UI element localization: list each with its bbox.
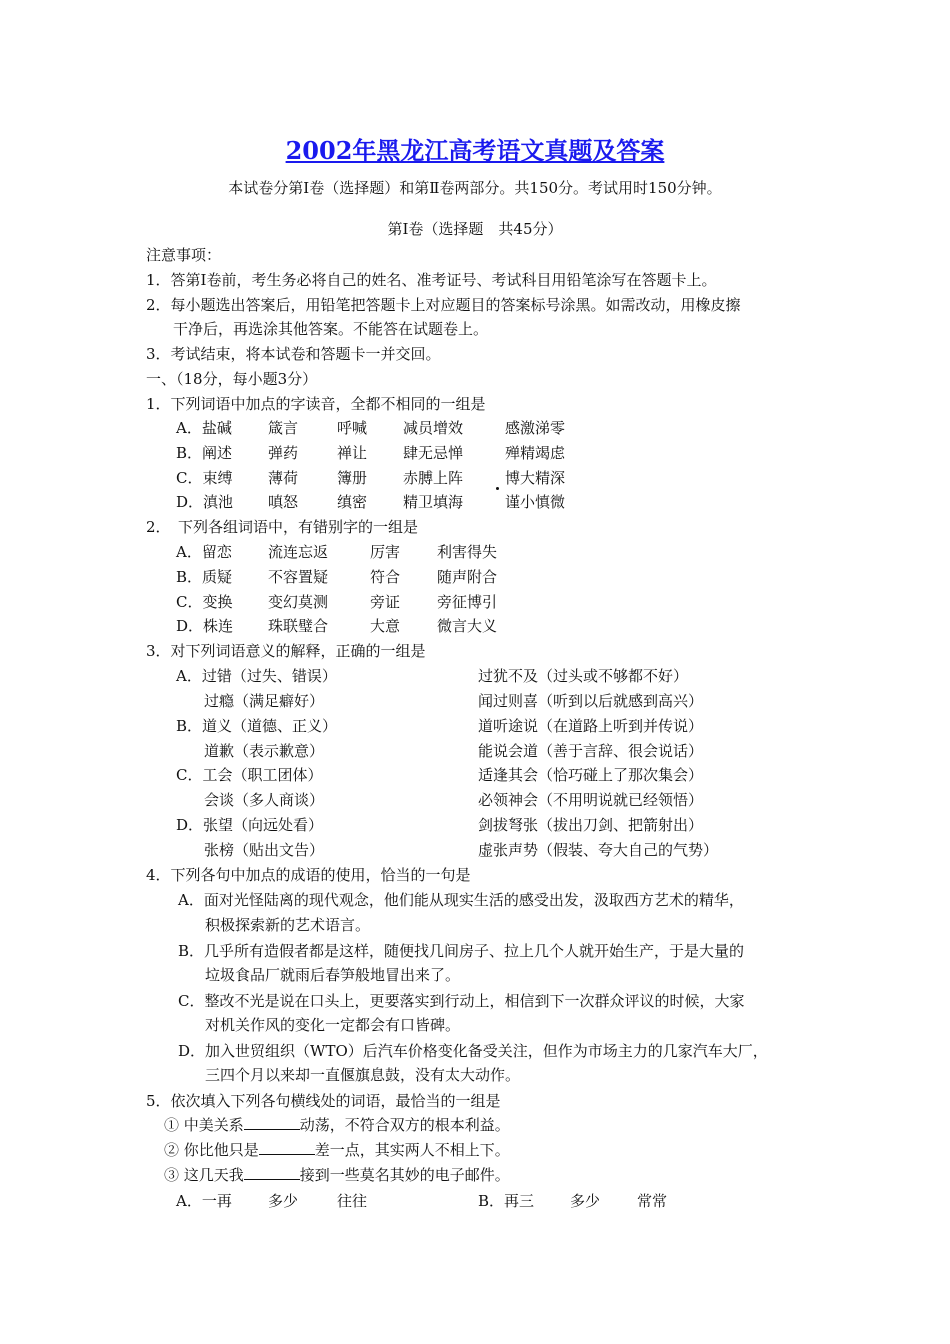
- q5-opt-b-c3: 常常: [637, 1192, 668, 1210]
- q5-stem: 5．依次填入下列各句横线处的词语，最恰当的一组是: [146, 1092, 501, 1110]
- q5-s2-pre: ② 你比他只是: [164, 1141, 259, 1159]
- q2-opt-a-c3: 厉害: [370, 543, 401, 561]
- q4-opt-b-cont: 垃圾食品厂就雨后春笋般地冒出来了。: [205, 966, 461, 984]
- q2-opt-a-c4: 利害得失: [437, 543, 498, 561]
- note-3: 3．考试结束，将本试卷和答题卡一并交回。: [146, 345, 441, 363]
- q1-opt-b-c2: 弹药: [268, 444, 299, 462]
- q4-opt-c-cont: 对机关作风的变化一定都会有口皆碑。: [205, 1016, 461, 1034]
- q3-row-7-left: D．张望（向远处看）: [176, 816, 324, 834]
- q5-s1-blank: [244, 1115, 300, 1130]
- q2-opt-c-c1: C．变换: [176, 593, 233, 611]
- document-title-link[interactable]: 2002年黑龙江高考语文真题及答案: [285, 136, 665, 165]
- q1-opt-a-c4: 减员增效: [403, 419, 464, 437]
- q3-row-8-right: 虚张声势（假装、夸大自己的气势）: [478, 841, 719, 859]
- q3-row-3-left: B．道义（道德、正义）: [176, 717, 338, 735]
- note-2: 2．每小题选出答案后，用铅笔把答题卡上对应题目的答案标号涂黑。如需改动，用橡皮擦: [146, 296, 741, 314]
- part-one-heading: 一、（18分，每小题3分）: [146, 370, 318, 388]
- q2-stem: 2． 下列各组词语中，有错别字的一组是: [146, 518, 419, 536]
- q1-opt-c-c4: 赤膊上阵: [403, 469, 464, 487]
- note-1: 1．答第Ⅰ卷前，考生务必将自己的姓名、准考证号、考试科目用铅笔涂写在答题卡上。: [146, 271, 717, 289]
- q2-opt-b-c1: B．质疑: [176, 568, 233, 586]
- q1-opt-c-c1: C．束缚: [176, 469, 233, 487]
- q1-opt-d-c2: 嗔怒: [268, 493, 299, 511]
- q2-opt-c-c3: 旁证: [370, 593, 401, 611]
- q3-row-1-left: A．过错（过失、错误）: [176, 667, 337, 685]
- q3-row-5-right: 适逢其会（恰巧碰上了那次集会）: [478, 766, 704, 784]
- q1-opt-d-c1: D．滇池: [176, 493, 234, 511]
- q1-opt-c-c2: 薄荷: [268, 469, 299, 487]
- q5-s1-pre: ① 中美关系: [164, 1116, 244, 1134]
- q1-opt-b-c4: 肆无忌惮: [403, 444, 464, 462]
- q1-opt-a-c5: 感激涕零: [505, 419, 566, 437]
- q5-opt-b-c2: 多少: [570, 1192, 601, 1210]
- q3-row-3-right: 道听途说（在道路上听到并传说）: [478, 717, 704, 735]
- q5-s2-blank: [259, 1140, 315, 1155]
- q5-s3-blank: [244, 1165, 300, 1180]
- q2-opt-b-c3: 符合: [370, 568, 401, 586]
- q1-opt-c-c3: 簿册: [337, 469, 368, 487]
- q1-opt-a-c2: 箴言: [268, 419, 299, 437]
- q4-stem: 4．下列各句中加点的成语的使用，恰当的一句是: [146, 866, 471, 884]
- q2-opt-a-c1: A．留恋: [176, 543, 232, 561]
- q2-opt-c-c2: 变幻莫测: [268, 593, 329, 611]
- q1-opt-b-c1: B．阐述: [176, 444, 233, 462]
- q3-stem: 3．对下列词语意义的解释，正确的一组是: [146, 642, 426, 660]
- q1-opt-a-c1: A．盐碱: [176, 419, 232, 437]
- q1-opt-a-c3: 呼喊: [337, 419, 368, 437]
- q2-opt-b-c4: 随声附合: [437, 568, 498, 586]
- q2-opt-c-c4: 旁征博引: [437, 593, 498, 611]
- section-title: 第Ⅰ卷（选择题 共45分）: [387, 220, 563, 238]
- q2-opt-d-c3: 大意: [370, 617, 401, 635]
- q2-opt-d-c1: D．株连: [176, 617, 234, 635]
- q1-opt-c-c5: 博大精深: [505, 469, 566, 487]
- q1-opt-b-c3: 禅让: [337, 444, 368, 462]
- q5-s3-post: 接到一些莫名其妙的电子邮件。: [299, 1166, 510, 1184]
- q2-opt-d-c2: 珠联璧合: [268, 617, 329, 635]
- q2-opt-a-c2: 流连忘返: [268, 543, 329, 561]
- q5-s3-pre: ③ 这几天我: [164, 1166, 244, 1184]
- q5-s1-post: 动荡，不符合双方的根本利益。: [299, 1116, 510, 1134]
- q1-opt-d-c3: 缜密: [337, 493, 368, 511]
- q3-row-4-right: 能说会道（善于言辞、很会说话）: [478, 742, 704, 760]
- q3-row-6-left: 会谈（多人商谈）: [204, 791, 325, 809]
- notes-heading: 注意事项：: [146, 246, 222, 264]
- q3-row-5-left: C．工会（职工团体）: [176, 766, 323, 784]
- q3-row-2-left: 过瘾（满足癖好）: [204, 692, 325, 710]
- q1-opt-d-c5: 谨小慎微: [505, 493, 566, 511]
- q5-opt-a-c1: A．一再: [176, 1192, 232, 1210]
- q1-opt-d-c4: 精卫填海: [403, 493, 464, 511]
- q2-opt-b-c2: 不容置疑: [268, 568, 329, 586]
- q5-opt-a-c2: 多少: [268, 1192, 299, 1210]
- q4-opt-d-cont: 三四个月以来却一直偃旗息鼓，没有太大动作。: [205, 1066, 521, 1084]
- q4-opt-b: B．几乎所有造假者都是这样，随便找几间房子、拉上几个人就开始生产，于是大量的: [178, 942, 745, 960]
- q5-sentence-3: [164, 1164, 510, 1185]
- q4-opt-a: A．面对光怪陆离的现代观念，他们能从现实生活的感受出发，汲取西方艺术的精华，: [178, 891, 744, 909]
- note-2-cont: 干净后，再选涂其他答案。不能答在试题卷上。: [173, 320, 489, 338]
- q4-opt-a-cont: 积极探索新的艺术语言。: [205, 916, 371, 934]
- q5-s2-post: 差一点，其实两人不相上下。: [314, 1141, 510, 1159]
- q3-row-8-left: 张榜（贴出文告）: [204, 841, 325, 859]
- q5-sentence-1: [164, 1114, 510, 1135]
- q4-opt-c: C．整改不光是说在口头上，更要落实到行动上，相信到下一次群众评议的时候，大家: [178, 992, 745, 1010]
- exam-intro: 本试卷分第Ⅰ卷（选择题）和第Ⅱ卷两部分。共150分。考试用时150分钟。: [228, 179, 722, 197]
- q3-row-6-right: 必领神会（不用明说就已经领悟）: [478, 791, 704, 809]
- q3-row-2-right: 闻过则喜（听到以后就感到高兴）: [478, 692, 704, 710]
- q2-opt-d-c4: 微言大义: [437, 617, 498, 635]
- q5-opt-a-c3: 往往: [337, 1192, 368, 1210]
- q5-sentence-2: [164, 1139, 510, 1160]
- q3-row-4-left: 道歉（表示歉意）: [204, 742, 325, 760]
- q4-opt-d: D．加入世贸组织（WTO）后汽车价格变化备受关注，但作为市场主力的几家汽车大厂，: [178, 1042, 768, 1060]
- q1-opt-b-c5: 殚精竭虑: [505, 444, 566, 462]
- q3-row-7-right: 剑拔弩张（拔出刀剑、把箭射出）: [478, 816, 704, 834]
- q5-opt-b-c1: B．再三: [478, 1192, 535, 1210]
- q1-stem: 1．下列词语中加点的字读音，全都不相同的一组是: [146, 395, 486, 413]
- emphasis-dot: [496, 487, 499, 490]
- q3-row-1-right: 过犹不及（过头或不够都不好）: [478, 667, 689, 685]
